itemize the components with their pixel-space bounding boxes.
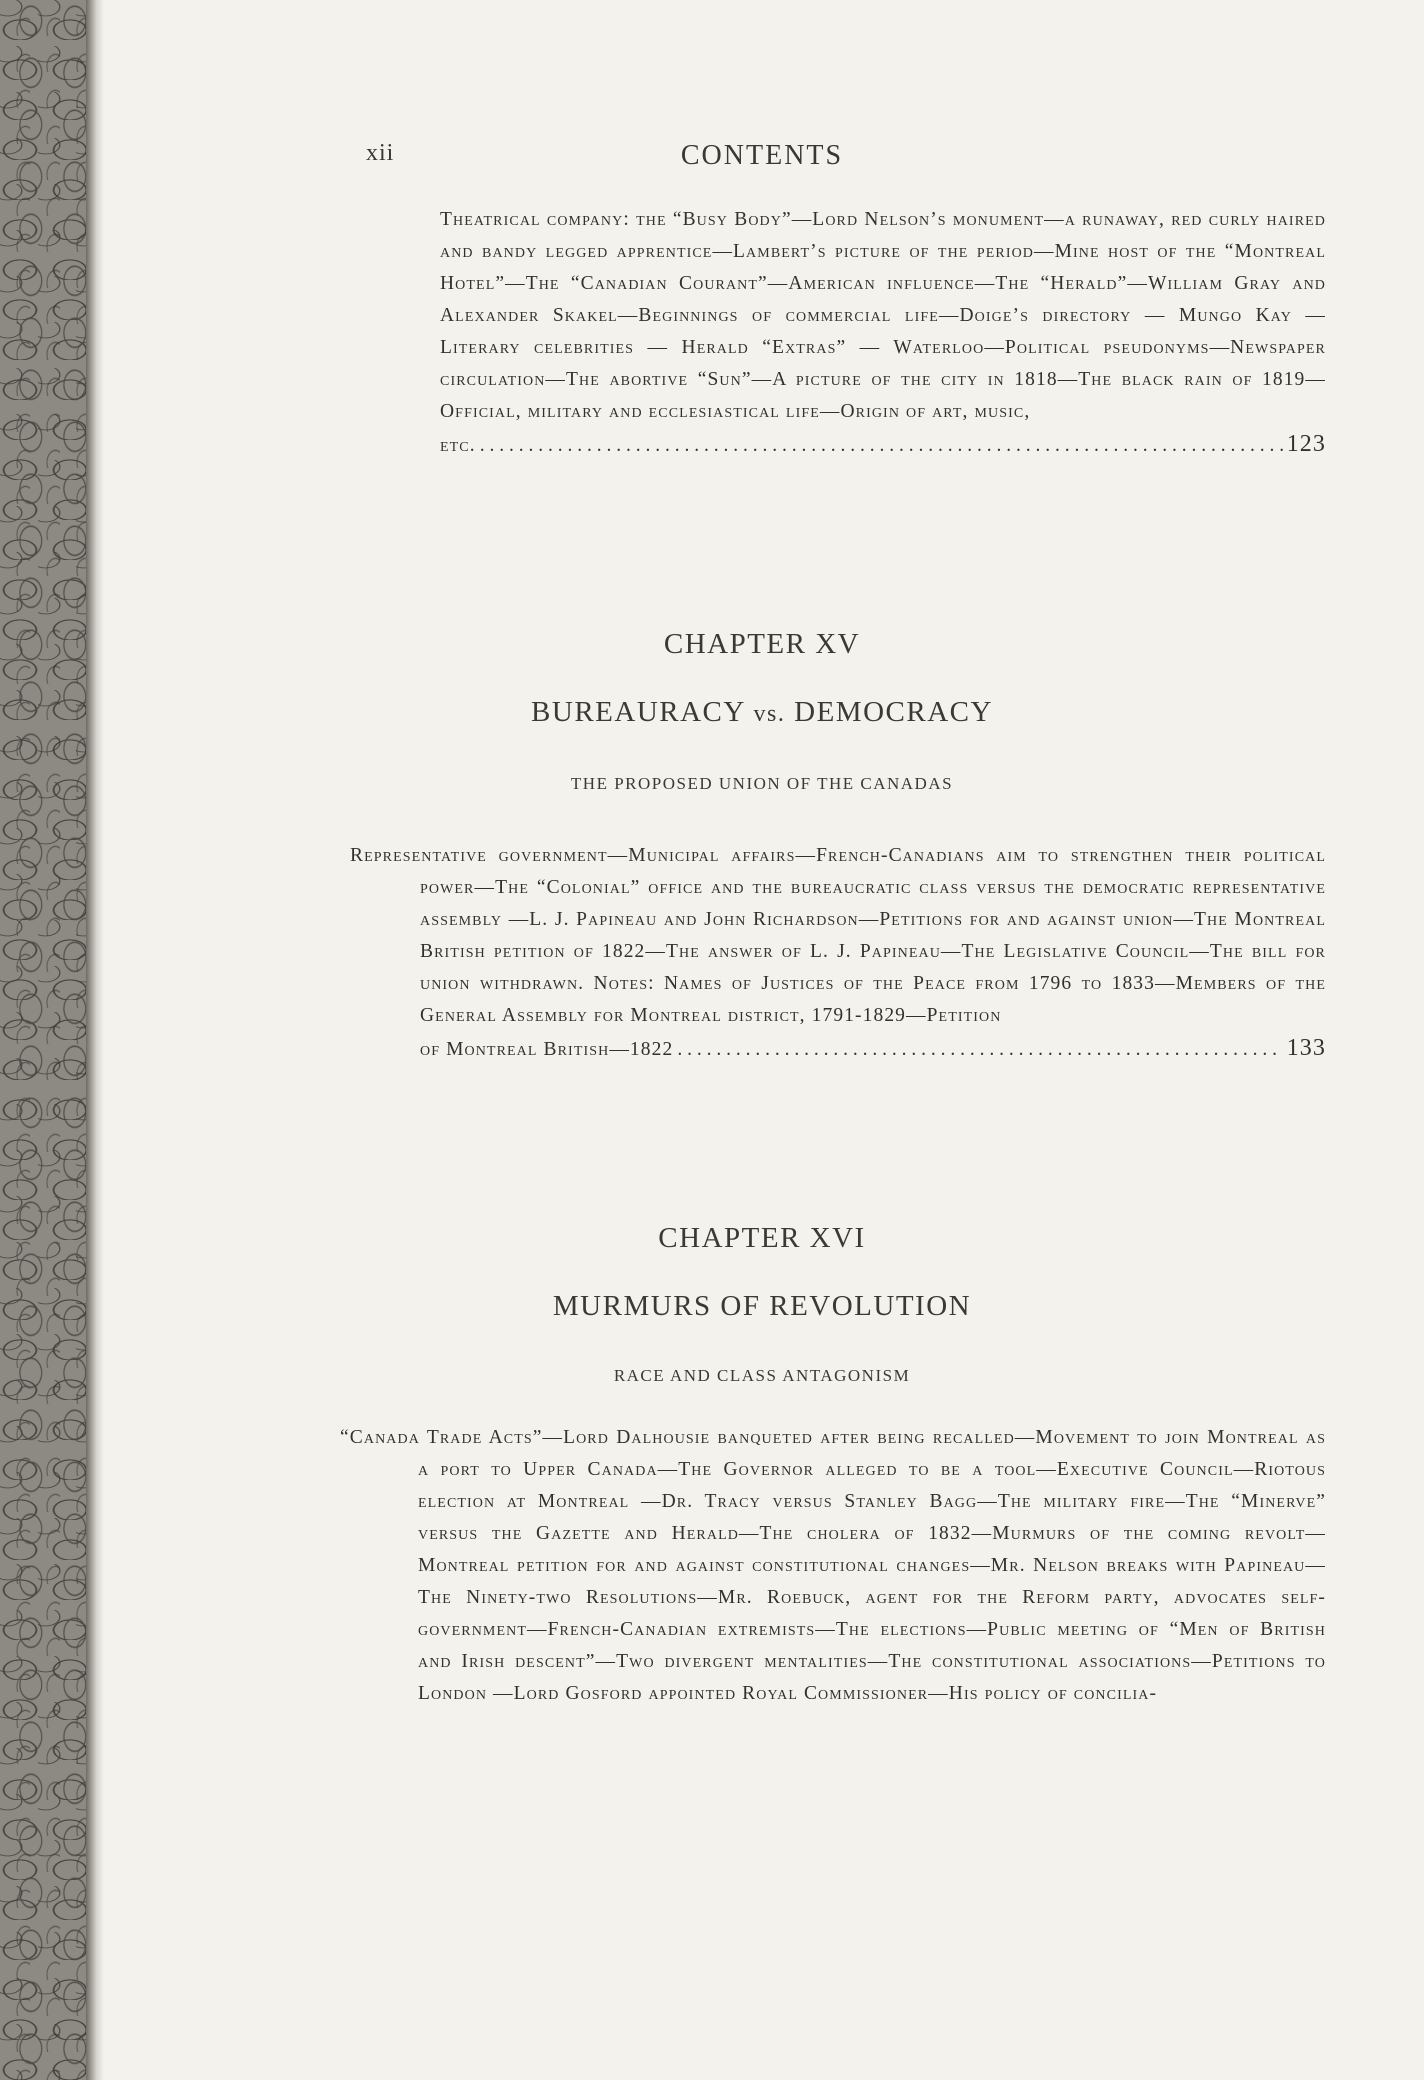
- chapter-title-part: DEMOCRACY: [794, 696, 993, 728]
- running-title: CONTENTS: [680, 140, 844, 171]
- page-number: xii: [366, 140, 395, 166]
- leader-dots: [677, 1034, 1282, 1066]
- chapter-title-versus: vs.: [753, 701, 786, 727]
- toc-entry: [340, 1422, 1326, 1710]
- leader-dots: [480, 430, 1283, 462]
- chapter-subtitle: RACE AND CLASS ANTAGONISM: [613, 1366, 911, 1385]
- chapter-title-part: BUREAURACY: [531, 696, 745, 728]
- entry-last-line: [350, 1032, 1326, 1066]
- entry-text: Representative government—Municipal affairs—French-Canadians aim to strengthen their political power—The “Colonial” office and the bureaucratic class versus the democratic representative assembly —L. J. Papineau and John Richardson—Petitions for and against union—The Montreal British petition of 1822—The answer of L. J. Papineau—The Legislative Council—The bill for union withdrawn. Notes: Names of Justices of the Peace from 1796 to 1833—Members of the General Assembly for Montreal district, 1791-1829—Petition: [350, 845, 1326, 1026]
- page-header: [100, 140, 1424, 180]
- chapter-title: MURMURS OF REVOLUTION: [552, 1290, 972, 1322]
- book-page: [100, 0, 1424, 2080]
- entry-text: “Canada Trade Acts”—Lord Dalhousie banqueted after being recalled—Movement to join Montreal as a port to Upper Canada—The Governor alleged to be a tool—Executive Council—Riotous election at Montreal —Dr. Tracy versus Stanley Bagg—The military fire—The “Minerve” versus the Gazette and Herald—The cholera of 1832—Murmurs of the coming revolt—Montreal petition for and against constitutional changes—Mr. Nelson breaks with Papineau—The Ninety-two Resolutions—Mr. Roebuck, agent for the Reform party, advocates self-government—French-Canadian extremists—The elections—Public meeting of “Men of British and Irish descent”—Two divergent mentalities—The constitutional associations—Petitions to London —Lord Gosford appointed Royal Commissioner—His policy of concilia-: [340, 1427, 1326, 1704]
- marbled-binding: [0, 0, 100, 2080]
- entry-page-number: 133: [1286, 1035, 1326, 1061]
- chapter-heading: CHAPTER XVI: [658, 1222, 866, 1254]
- entry-text: Theatrical company: the “Busy Body”—Lord Nelson’s monument—a runaway, red curly haired and bandy legged apprentice—Lambert’s picture of the period—Mine host of the “Montreal Hotel”—The “Canadian Courant”—American influence—The “Herald”—William Gray and Alexander Skakel—Beginnings of commercial life—Doige’s directory — Mungo Kay — Literary celebrities — Herald “Extras” — Waterloo—Political pseudonyms—Newspaper circulation—The abortive “Sun”—A picture of the city in 1818—The black rain of 1819—Official, military and ecclesiastical life—Origin of art, music,: [440, 209, 1326, 422]
- entry-last-line-text: of Montreal British—1822: [420, 1039, 674, 1060]
- chapter-subtitle: THE PROPOSED UNION OF THE CANADAS: [570, 774, 954, 793]
- entry-page-number: 123: [1286, 431, 1326, 457]
- toc-entry: [350, 840, 1326, 1066]
- toc-entry-continued: [440, 204, 1326, 462]
- chapter-heading: CHAPTER XV: [663, 628, 861, 660]
- entry-last-line-text: etc.: [440, 435, 476, 456]
- chapter-title: [100, 696, 1424, 729]
- entry-last-line: [440, 428, 1326, 462]
